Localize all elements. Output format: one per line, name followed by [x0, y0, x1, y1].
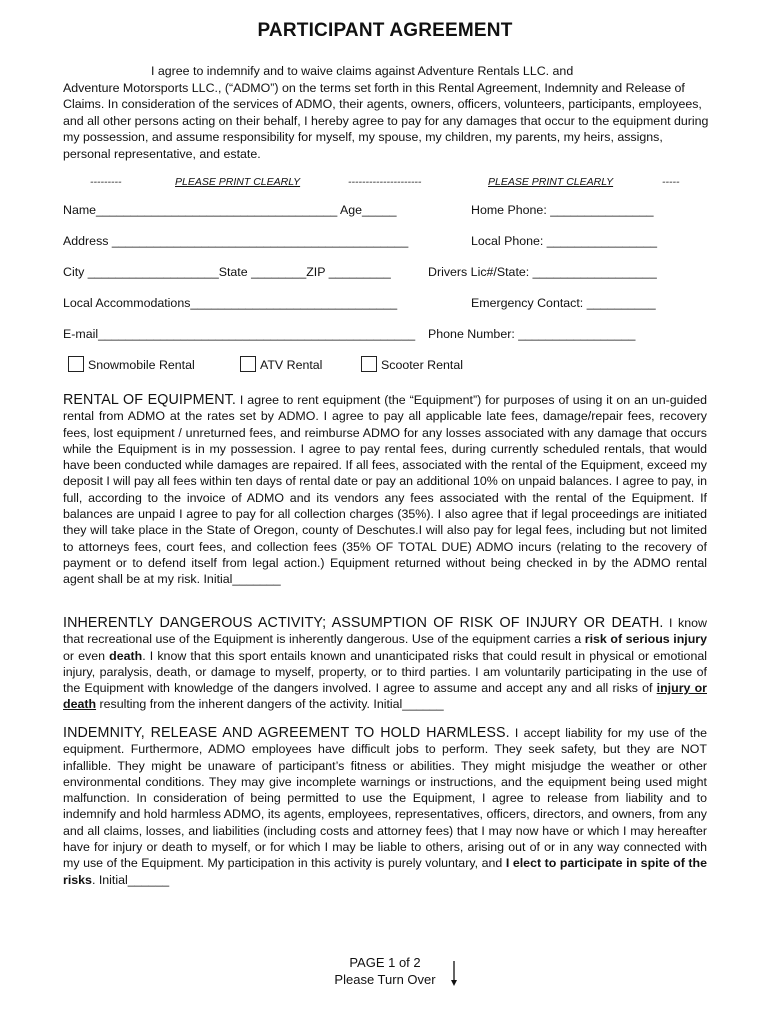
danger-text-4: resulting from the inherent dangers of the activity. Initial______: [96, 697, 444, 712]
danger-bold-injury-or-death: injury or death: [63, 681, 707, 712]
dash-2: ---------------------: [348, 176, 422, 188]
rental-body: I agree to rent equipment (the “Equipment”) for purposes of using it on an un-guided rental from ADMO at the rates set by ADMO. I agree to pay all applicable late fees, damage/repair fees, recovery fees, lost equipment / unreturned fees, and reimburse ADMO for any losses associated with any damage that occurs while the Equipment is in my possession. I agree to pay rental fees, during currently scheduled rentals, that would have been conducted while damages are repaired. If all fees, associated with the rental of the Equipment, exceed my deposit I will pay all fees within ten days of rental date or pay an additional 10% on unpaid balances. I agree to pay, in full, according to the invoice of ADMO and its vendors any fees associated with the rental of the Equipment. If balances are unpaid I agree to pay for all collection charges (35%). I also agree that if legal proceedings are initiated they will take place in the State of Oregon, county of Deschutes.I will also pay for legal fees, including but not limited to attorneys fees, court fees, and collection fees (35% OF TOTAL DUE) ADMO incurs (relating to the recovery of payment or to defend itself from legal action.) Equipment returned without being checked in by the ADMO rental agent shall be at my risk. Initial_______: [63, 393, 707, 587]
dash-3: -----: [662, 176, 680, 188]
page-number: PAGE 1 of 2: [349, 955, 421, 970]
name-age-field[interactable]: Name___________________________________ Age_____: [63, 203, 397, 217]
danger-bold-risk: risk of serious injury: [584, 632, 707, 647]
print-clearly-label-2: PLEASE PRINT CLEARLY: [488, 176, 614, 188]
danger-text-1: I know that recreational use of the Equipment is inherently dangerous. Use of the equipment carries a: [63, 616, 707, 647]
city-state-zip-field[interactable]: City ___________________State ________ZIP _________: [63, 265, 391, 279]
atv-label: ATV Rental: [260, 358, 323, 372]
page-title: PARTICIPANT AGREEMENT: [257, 20, 513, 41]
intro-body: Adventure Motorsports LLC., (“ADMO”) on the terms set forth in this Rental Agreement, Indemnity and Release of Claims. In consideration of the services of ADMO, their agents, owners, officers, volunteers, participants, employees, and all other persons acting on their behalf, I hereby agree to pay for any damages that occur to the equipment during my possession, and assume responsibility for myself, my spouse, my children, my parents, my heirs, assigns, personal representative, and estate.: [63, 80, 709, 161]
indemnity-section: [63, 725, 707, 888]
emergency-contact-field[interactable]: Emergency Contact: __________: [471, 296, 656, 310]
danger-bold-death: death: [109, 648, 143, 663]
danger-text-3: . I know that this sport entails known and unanticipated risks that could result in physical or emotional injury, paralysis, death, or damage to myself, property, or to third parties. I am voluntarily participating in the use of the Equipment with knowledge of the dangers involved. I agree to assume and accept any and all risks of: [63, 648, 707, 696]
down-arrow-icon: [449, 961, 459, 987]
address-field[interactable]: Address ___________________________________________: [63, 234, 409, 248]
page-footer: [0, 954, 770, 988]
rental-heading: RENTAL OF EQUIPMENT.: [63, 392, 236, 408]
local-accommodations-field[interactable]: Local Accommodations______________________________: [63, 296, 398, 310]
intro-paragraph: [63, 63, 713, 163]
indemnity-heading: INDEMNITY, RELEASE AND AGREEMENT TO HOLD HARMLESS.: [63, 725, 510, 741]
dangerous-activity-section: [63, 615, 707, 713]
intro-first-line: I agree to indemnify and to waive claims against Adventure Rentals LLC. and: [151, 64, 574, 78]
snowmobile-rental-option[interactable]: [68, 356, 195, 372]
dash-1: ---------: [90, 176, 122, 188]
indemnity-bold-elect: I elect to participate in spite of the risks: [63, 856, 708, 887]
phone-number-field[interactable]: Phone Number: _________________: [428, 327, 636, 341]
scooter-rental-option[interactable]: [361, 356, 463, 372]
scooter-label: Scooter Rental: [381, 358, 463, 372]
atv-checkbox[interactable]: [240, 356, 256, 372]
print-clearly-label-1: PLEASE PRINT CLEARLY: [175, 176, 301, 188]
indemnity-text-1: I accept liability for my use of the equipment. Furthermore, ADMO employees have difficult jobs to perform. They seek safety, but they are NOT infallible. They might be unaware of participant’s fitness or abilities. They might misjudge the weather or other environmental conditions. They may give incomplete warnings or instructions, and the equipment being used might malfunction. In consideration of being permitted to use the Equipment, I agree to release from liability and to indemnify and hold harmless ADMO, its agents, employees, representatives, officers, directors, and owners, from any and all claims, losses, and liabilities (including costs and attorney fees) that I may now have or which I may hereafter have for injury or death to myself, or for which I may be liable to others, arising out of or in any way connected with my use of the Equipment. My participation in this activity is purely voluntary, and: [63, 726, 708, 871]
rental-of-equipment-section: [63, 392, 707, 588]
indemnity-text-2: . Initial______: [91, 872, 170, 887]
turn-over-note: Please Turn Over: [334, 972, 436, 987]
danger-text-2: or even: [63, 648, 110, 663]
scooter-checkbox[interactable]: [361, 356, 377, 372]
snowmobile-checkbox[interactable]: [68, 356, 84, 372]
local-phone-field[interactable]: Local Phone: ________________: [471, 234, 658, 248]
drivers-license-field[interactable]: Drivers Lic#/State: __________________: [428, 265, 657, 279]
home-phone-field[interactable]: Home Phone: _______________: [471, 203, 654, 217]
atv-rental-option[interactable]: [240, 356, 322, 372]
danger-heading: INHERENTLY DANGEROUS ACTIVITY; ASSUMPTION OF RISK OF INJURY OR DEATH.: [63, 615, 664, 631]
snowmobile-label: Snowmobile Rental: [88, 358, 195, 372]
email-field[interactable]: E-mail______________________________________________: [63, 327, 416, 341]
